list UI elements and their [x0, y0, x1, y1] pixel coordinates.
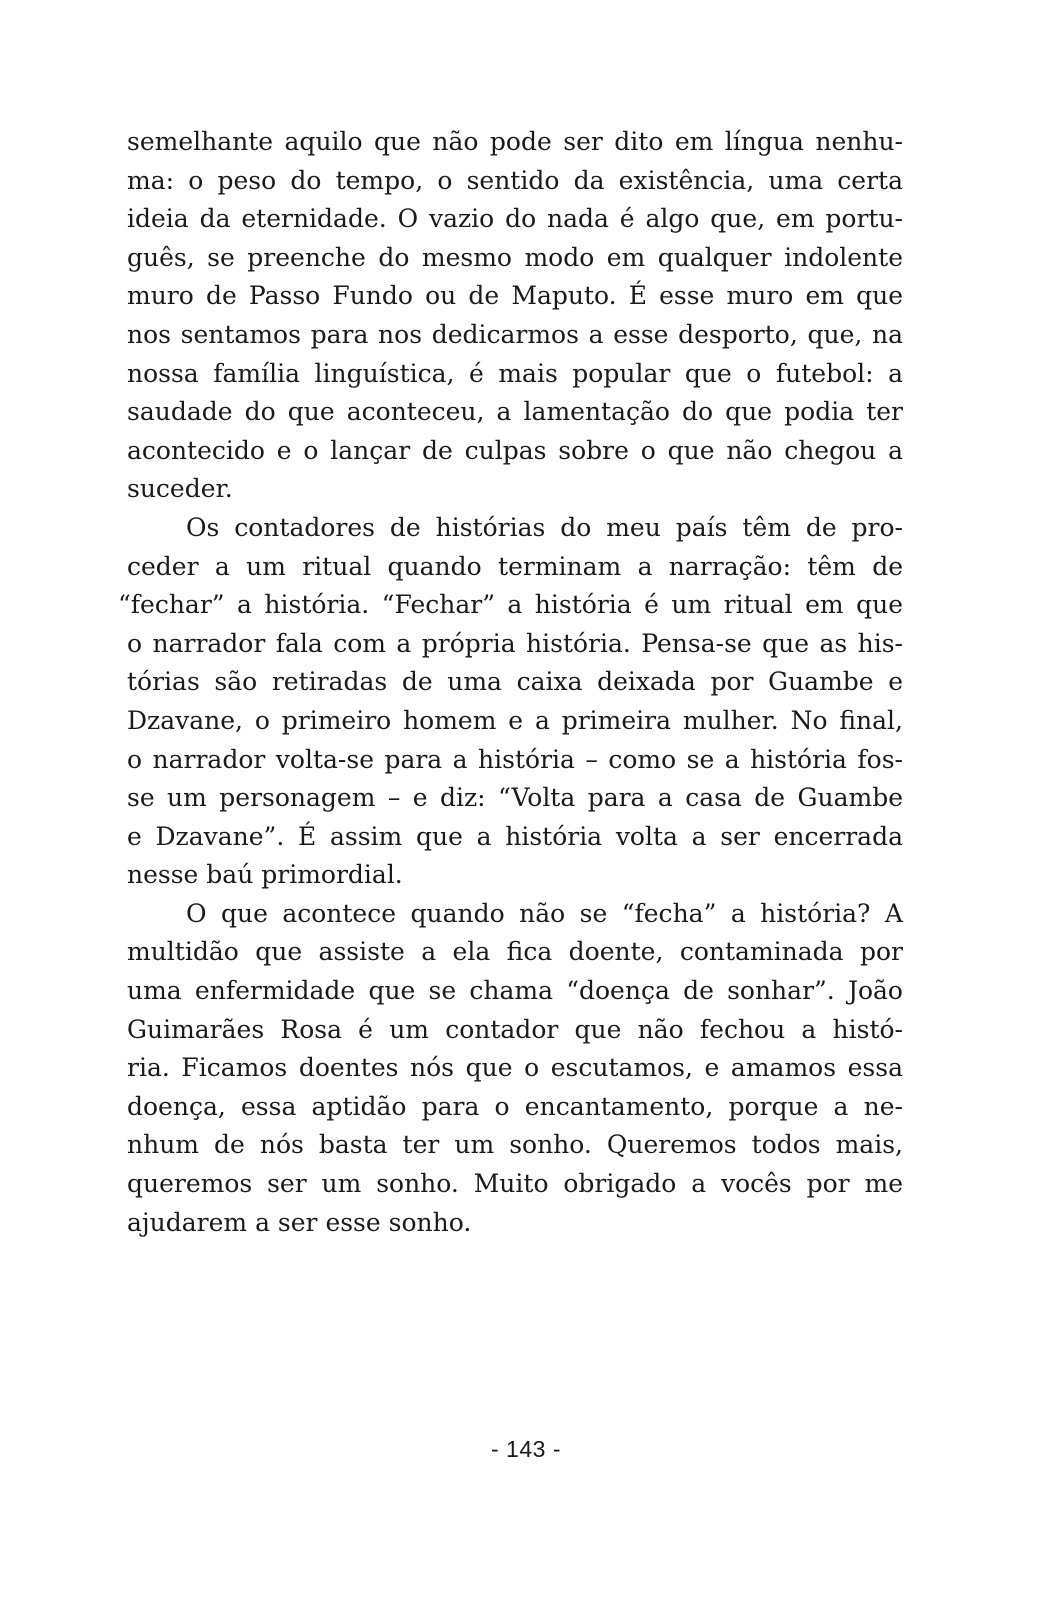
text-line: se um personagem – e diz: “Volta para a casa de Guambe	[127, 783, 903, 813]
text-line: guês, se preenche do mesmo modo em qualquer indolente	[127, 242, 903, 272]
text-line: “fechar” a história. “Fechar” a história é um ritual em que	[118, 590, 903, 620]
text-line: ajudarem a ser esse sonho.	[127, 1207, 472, 1237]
text-line: queremos ser um sonho. Muito obrigado a vocês por me	[127, 1169, 903, 1199]
text-line: nossa família linguística, é mais popular que o futebol: a	[127, 358, 903, 388]
text-line: multidão que assiste a ela fica doente, contaminada por	[127, 937, 903, 967]
text-line: uma enfermidade que se chama “doença de sonhar”. João	[127, 976, 903, 1006]
text-line: e Dzavane”. É assim que a história volta a ser encerrada	[127, 821, 903, 851]
page-number: - 143 -	[491, 1436, 561, 1462]
text-line: suceder.	[127, 474, 233, 504]
text-line: tórias são retiradas de uma caixa deixada por Guambe e	[127, 667, 903, 697]
text-line: muro de Passo Fundo ou de Maputo. É esse muro em que	[127, 281, 903, 311]
text-line: O que acontece quando não se “fecha” a história? A	[186, 898, 903, 928]
body-text	[118, 123, 903, 1242]
text-line: ria. Ficamos doentes nós que o escutamos, e amamos essa	[127, 1053, 903, 1083]
text-line: ideia da eternidade. O vazio do nada é algo que, em portu-	[127, 204, 903, 234]
text-line: Os contadores de histórias do meu país têm de pro-	[186, 512, 903, 542]
text-line: nhum de nós basta ter um sonho. Queremos todos mais,	[127, 1130, 903, 1160]
text-line: nos sentamos para nos dedicarmos a esse desporto, que, na	[127, 319, 903, 349]
text-line: doença, essa aptidão para o encantamento, porque a ne-	[127, 1091, 903, 1121]
text-line: semelhante aquilo que não pode ser dito em língua nenhu-	[127, 127, 903, 156]
text-line: o narrador fala com a própria história. Pensa-se que as his-	[127, 628, 903, 658]
text-line: saudade do que aconteceu, a lamentação do que podia ter	[127, 397, 903, 427]
text-line: o narrador volta-se para a história – como se a história fos-	[127, 744, 903, 774]
text-line: nesse baú primordial.	[127, 860, 403, 890]
text-line: Guimarães Rosa é um contador que não fechou a histó-	[127, 1014, 903, 1044]
text-line: acontecido e o lançar de culpas sobre o que não chegou a	[127, 435, 903, 465]
text-line: ma: o peso do tempo, o sentido da existência, uma certa	[127, 165, 903, 195]
text-line: Dzavane, o primeiro homem e a primeira mulher. No final,	[127, 705, 903, 735]
text-line: ceder a um ritual quando terminam a narração: têm de	[127, 551, 903, 581]
